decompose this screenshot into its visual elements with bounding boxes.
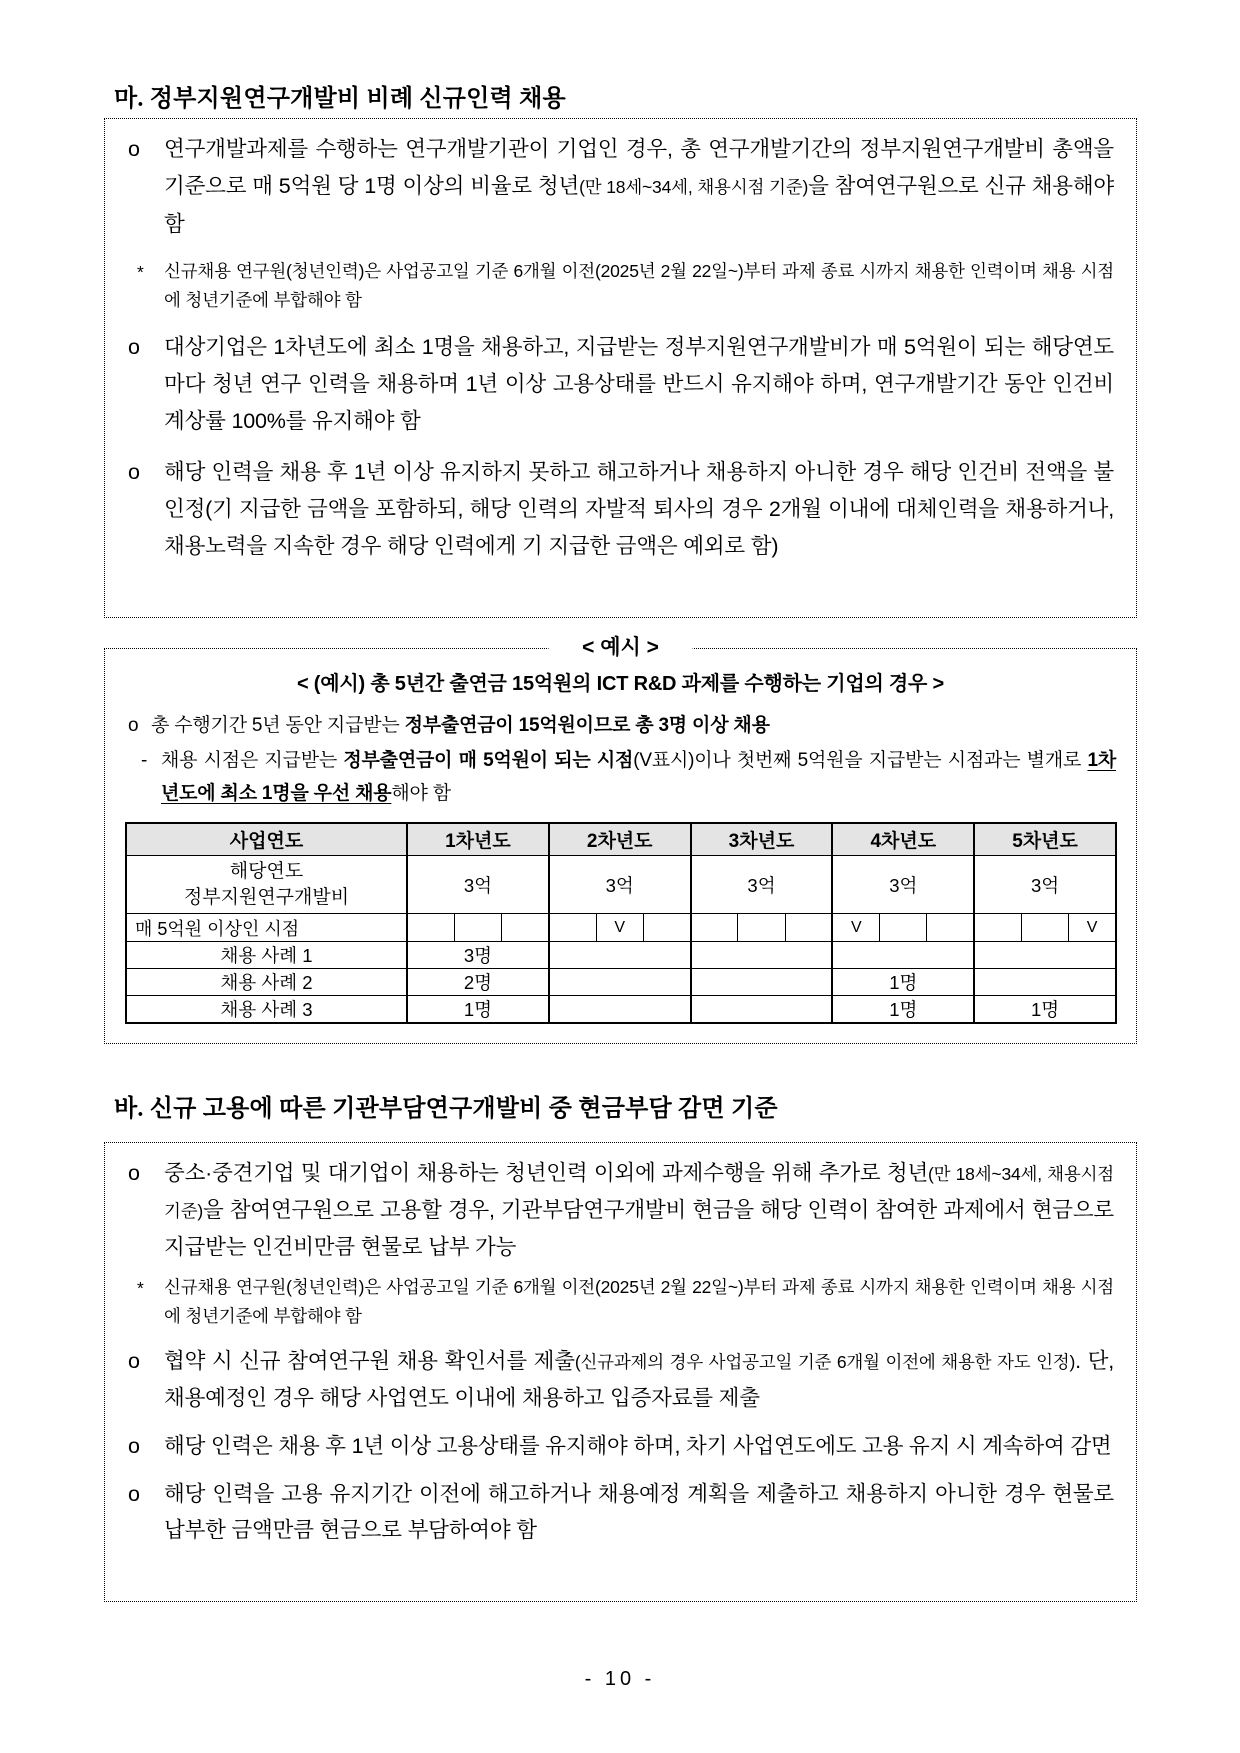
bullet-marker: o [128,1482,140,1506]
table-cell [407,914,454,942]
table-cell [832,942,974,969]
paragraph-ba-bullet2 [127,1343,1114,1416]
table-header-cell: 4차년도 [832,823,974,856]
note-marker: * [137,1278,144,1298]
paragraph-ma-bullet3 [127,454,1114,565]
table-cell [549,969,691,996]
paragraph-text: 총 수행기간 5년 동안 지급받는 [151,715,405,736]
table-cell: V [596,914,643,942]
table-cell: 3억 [832,856,974,914]
paragraph-text-bold-underline: 1차년도에 최소 1명을 우선 채용 [161,750,1116,804]
table-header-cell: 사업연도 [126,823,407,856]
table-cell [643,914,690,942]
paragraph-ma-bullet1 [127,131,1114,243]
paragraph-text: 을 참여연구원으로 고용할 경우, 기관부담연구개발비 현금을 해당 인력이 참여한 과제에서 현금으로 지급받는 인건비만큼 현물로 납부 가능 [164,1198,1114,1259]
table-row-label: 채용 사례 1 [126,942,407,969]
table-row-milestone [126,914,1116,942]
table-cell [974,942,1116,969]
table-cell [549,996,691,1024]
paragraph-text: 협약 시 신규 참여연구원 채용 확인서를 제출 [164,1349,575,1373]
paragraph-text: . 단, 채용예정인 경우 해당 사업연도 이내에 채용하고 입증자료를 제출 [164,1349,1115,1410]
paragraph-text: 을 참여연구원으로 신규 채용해야 함 [164,174,1115,236]
table-cell [549,942,691,969]
paragraph-text-small: (신규과제의 경우 사업공고일 기준 6개월 이전에 채용한 자도 인정) [574,1352,1076,1372]
table-cell: V [1069,914,1116,942]
footnote-text: 신규채용 연구원(청년인력)은 사업공고일 기준 6개월 이전(2025년 2월 22일~)부터 과제 종료 시까지 채용한 인력이며 채용 시점에 청년기준에 부합해야 함 [164,1277,1114,1326]
example-schedule-table [125,822,1117,1024]
bullet-marker: o [128,1434,140,1458]
paragraph-text: 해당 인력을 고용 유지기간 이전에 해고하거나 채용예정 계획을 제출하고 채용하지 아니한 경우 현물로 납부한 금액만큼 현금으로 부담하여야 함 [164,1482,1114,1542]
table-cell: 3억 [974,856,1116,914]
example-title: < (예시) 총 5년간 출연금 15억원의 ICT R&D 과제를 수행하는 기업의 경우 > [296,673,945,695]
bullet-marker: o [128,137,140,161]
table-cell [691,969,833,996]
footnote-text: 신규채용 연구원(청년인력)은 사업공고일 기준 6개월 이전(2025년 2월 22일~)부터 과제 종료 시까지 채용한 인력이며 채용 시점에 청년기준에 부합해야 함 [164,261,1114,310]
paragraph-example-bullet2 [125,744,1116,810]
bullet-marker: o [128,1349,140,1373]
table-cell: 2명 [407,969,549,996]
bullet-marker: o [128,335,140,359]
footnote-ba [127,1273,1114,1331]
paragraph-ma-bullet2 [127,329,1114,440]
paragraph-text: 대상기업은 1차년도에 최소 1명을 채용하고, 지급받는 정부지원연구개발비가 매 5억원이 되는 해당연도마다 청년 연구 인력을 채용하며 1년 이상 고용상태를 반드시 유지해야 하며, 연구개발기간 동안 인건비계상률 100%를 유지해야 함 [164,335,1114,433]
paragraph-text: 채용 시점은 지급받는 [161,750,344,771]
table-cell [1021,914,1068,942]
table-cell [549,914,596,942]
dash-marker: - [141,750,148,771]
table-cell [691,942,833,969]
paragraph-ba-bullet1 [127,1155,1114,1265]
table-cell: V [832,914,879,942]
section-ba-title: 바. 신규 고용에 따른 기관부담연구개발비 중 현금부담 감면 기준 [114,1096,778,1122]
table-cell [691,914,738,942]
table-row-label [126,856,407,914]
paragraph-text: (V표시)이나 첫번째 5억원을 지급받는 시점과는 별개로 [633,750,1088,771]
table-cell: 1명 [974,996,1116,1024]
label-line: 정부지원연구개발비 [183,886,350,908]
page-number: - 10 - [584,1668,656,1690]
bullet-marker: o [128,1161,140,1185]
table-cell: 3억 [691,856,833,914]
table-header-row [126,823,1116,856]
table-cell: 1명 [407,996,549,1024]
table-cell [691,996,833,1024]
bullet-marker: o [128,715,139,736]
table-cell: 3억 [549,856,691,914]
table-row-label: 채용 사례 2 [126,969,407,996]
table-cell: 3억 [407,856,549,914]
paragraph-text: 해당 인력을 채용 후 1년 이상 유지하지 못하고 해고하거나 채용하지 아니한 경우 해당 인건비 전액을 불인정(기 지급한 금액을 포함하되, 해당 인력의 자발적 퇴사의 경우 2개월 이내에 대체인력을 채용하거나, 채용노력을 지속한 경우 해당 인력에게 기 지급한 금액은 예외로 함) [164,460,1114,558]
example-box [104,636,1137,1044]
table-row-case [126,996,1116,1024]
table-cell [454,914,501,942]
paragraph-ba-bullet3 [127,1428,1114,1464]
paragraph-text-bold: 정부출연금이 매 5억원이 되는 시점 [343,750,634,771]
paragraph-text: 중소·중견기업 및 대기업이 채용하는 청년인력 이외에 과제수행을 위해 추가로 청년 [164,1161,929,1185]
table-cell [880,914,927,942]
paragraph-ba-bullet4 [127,1476,1114,1548]
table-cell: 3명 [407,942,549,969]
table-cell [785,914,832,942]
table-cell [502,914,549,942]
paragraph-text: 해당 인력은 채용 후 1년 이상 고용상태를 유지해야 하며, 차기 사업연도에도 고용 유지 시 계속하여 감면 [164,1434,1112,1458]
table-cell [927,914,974,942]
table-cell [974,969,1116,996]
section-ma-title: 마. 정부지원연구개발비 비례 신규인력 채용 [114,86,566,112]
table-cell: 1명 [832,969,974,996]
paragraph-text: 연구개발과제를 수행하는 연구개발기관이 기업인 경우, 총 연구개발기간의 정부지원연구개발비 총액을 기준으로 매 5억원 당 1명 이상의 비율로 청년 [164,137,1114,198]
table-header-cell: 5차년도 [974,823,1116,856]
table-row-funding [126,856,1116,914]
paragraph-text-small: (만 18세~34세, 채용시점 기준) [164,1164,1114,1221]
paragraph-text-small: (만 18세~34세, 채용시점 기준) [579,177,809,197]
section-ma-box [104,118,1137,618]
label-line: 해당연도 [229,860,304,882]
footnote-ma [127,257,1114,315]
table-row-label: 채용 사례 3 [126,996,407,1024]
table-cell [738,914,785,942]
note-marker: * [137,262,144,282]
table-row-case [126,969,1116,996]
section-ba-box [104,1142,1137,1602]
paragraph-example-bullet1 [125,709,1116,742]
table-row-case [126,942,1116,969]
example-box-legend: < 예시 > [548,633,693,663]
table-row-label: 매 5억원 이상인 시점 [126,914,407,942]
bullet-marker: o [128,460,140,484]
table-header-cell: 3차년도 [691,823,833,856]
table-header-cell: 1차년도 [407,823,549,856]
table-header-cell: 2차년도 [549,823,691,856]
paragraph-text-bold: 정부출연금이 15억원이므로 총 3명 이상 채용 [404,715,770,736]
paragraph-text: 해야 함 [391,783,451,804]
table-cell: 1명 [832,996,974,1024]
table-cell [974,914,1021,942]
